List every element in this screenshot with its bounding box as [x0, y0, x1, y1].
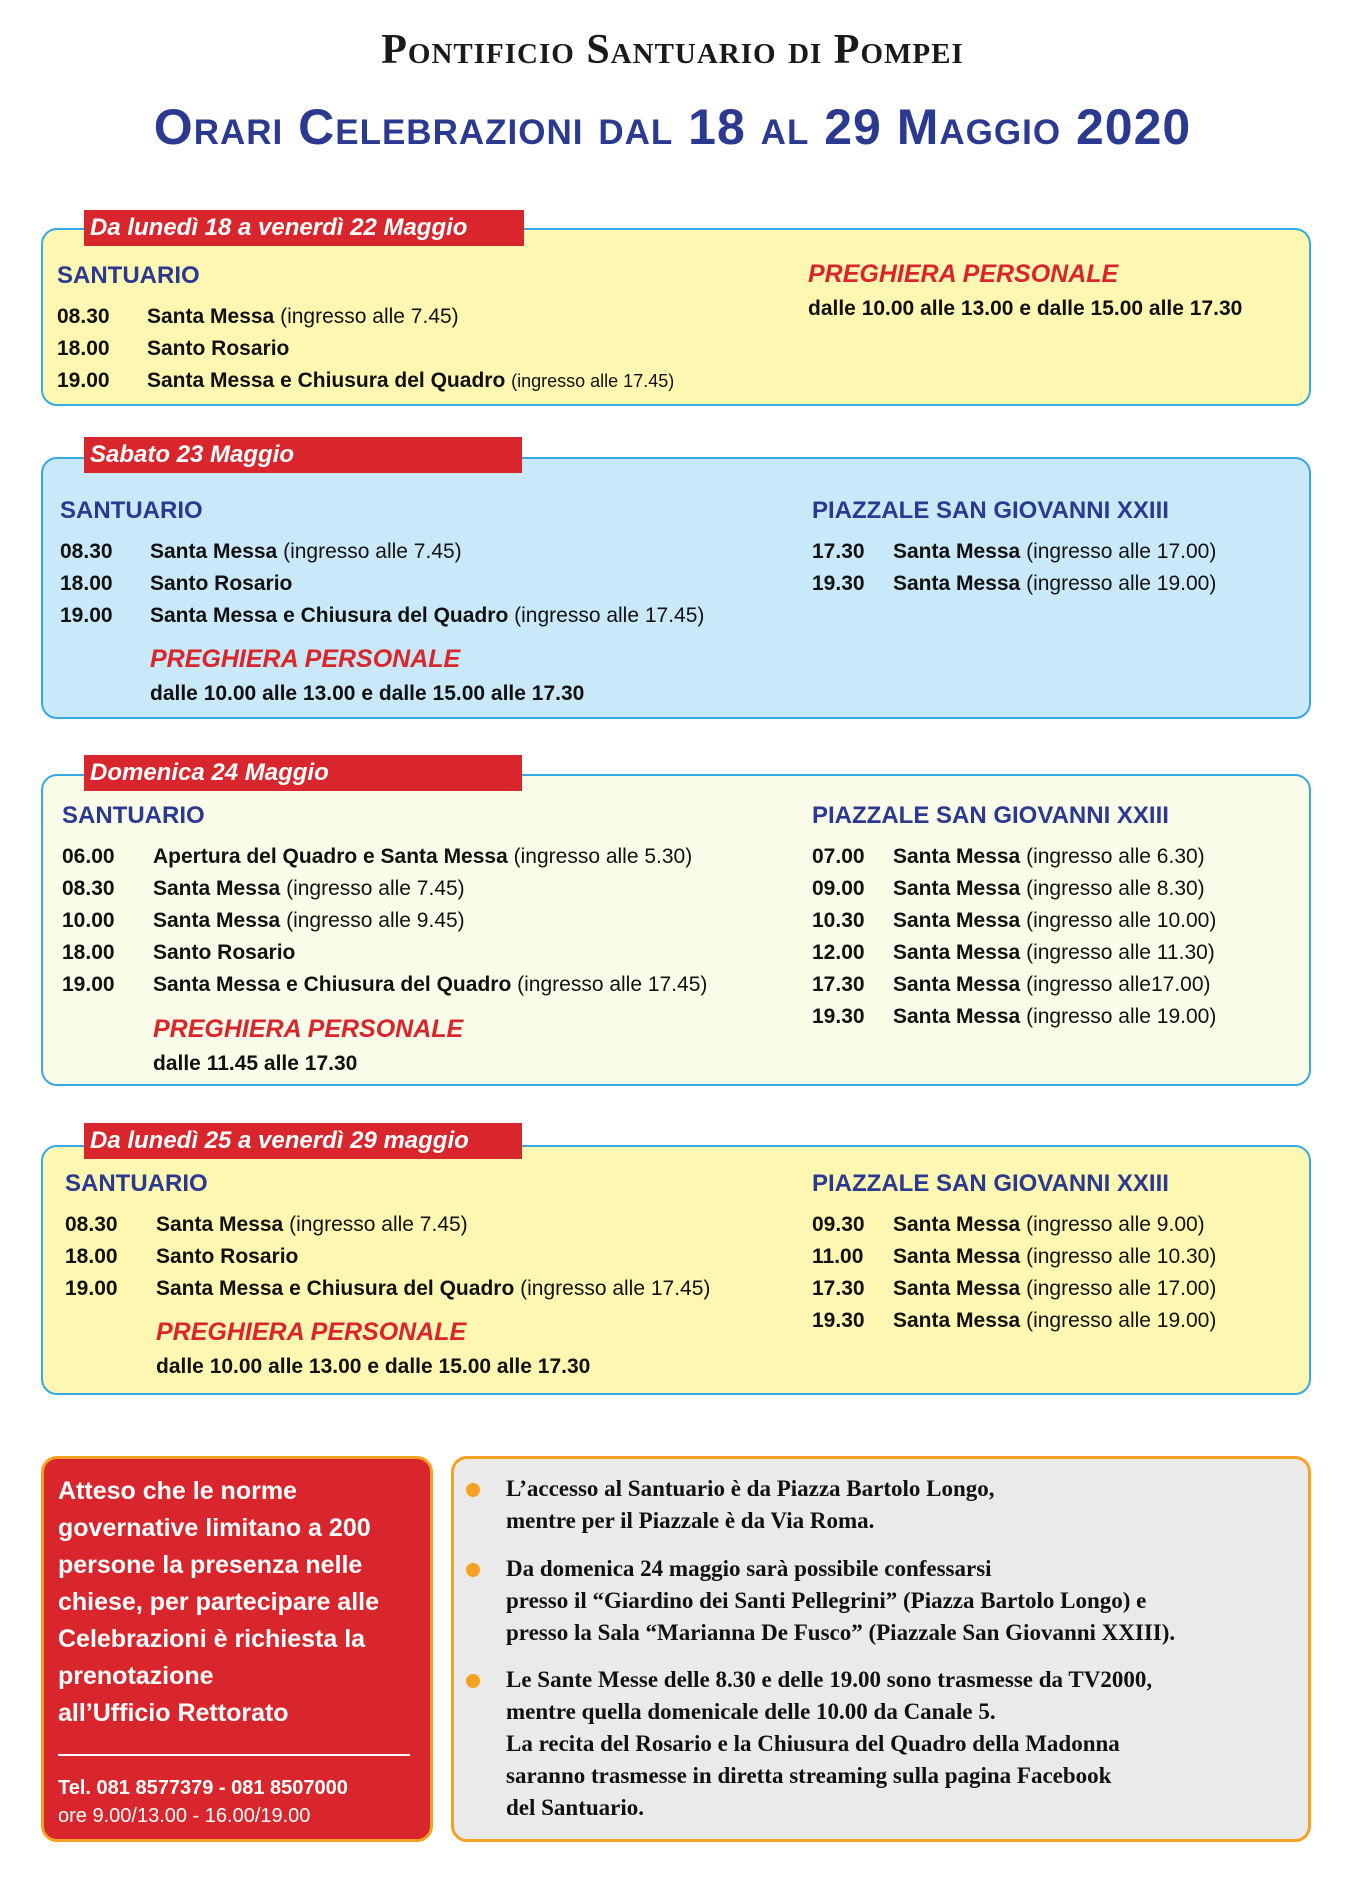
bullet-icon: [466, 1563, 480, 1577]
section-1-prayer-text: dalle 10.00 alle 13.00 e dalle 15.00 alle 17.30: [808, 297, 1243, 320]
section-2-prayer-title: PREGHIERA PERSONALE: [150, 645, 461, 673]
notice-text: Atteso che le norme governative limitano a 200 persone la presenza nelle chiese, per partecipare alle Celebrazioni è richiesta la prenotazione all’Ufficio Rettorato: [58, 1477, 380, 1727]
schedule-row: 17.30 Santa Messa (ingresso alle17.00): [812, 973, 1211, 996]
section-3-prayer-text: dalle 11.45 alle 17.30: [153, 1052, 358, 1075]
schedule-row: 19.30 Santa Messa (ingresso alle 19.00): [812, 1005, 1217, 1028]
schedule-row: 07.00 Santa Messa (ingresso alle 6.30): [812, 845, 1205, 868]
schedule-row: 06.00 Apertura del Quadro e Santa Messa (ingresso alle 5.30): [62, 845, 693, 868]
section-2-piazzale-title: PIAZZALE SAN GIOVANNI XXIII: [812, 497, 1169, 524]
schedule-row: 11.00 Santa Messa (ingresso alle 10.30): [812, 1245, 1217, 1268]
section-3-tag: Domenica 24 Maggio: [84, 755, 522, 791]
schedule-row: 19.30 Santa Messa (ingresso alle 19.00): [812, 1309, 1217, 1332]
schedule-row: 17.30 Santa Messa (ingresso alle 17.00): [812, 540, 1217, 563]
schedule-row: 08.30 Santa Messa (ingresso alle 7.45): [60, 540, 462, 563]
schedule-row: 08.30 Santa Messa (ingresso alle 7.45): [57, 305, 459, 328]
section-3-prayer-title: PREGHIERA PERSONALE: [153, 1015, 464, 1043]
office-hours: ore 9.00/13.00 - 16.00/19.00: [58, 1805, 311, 1827]
page-subtitle: Orari Celebrazioni dal 18 al 29 Maggio 2020: [153, 99, 1192, 155]
schedule-row: 10.30 Santa Messa (ingresso alle 10.00): [812, 909, 1217, 932]
section-4-tag: Da lunedì 25 a venerdì 29 maggio: [84, 1123, 522, 1159]
schedule-row: 19.00 Santa Messa e Chiusura del Quadro (ingresso alle 17.45): [57, 369, 675, 392]
schedule-row: 19.30 Santa Messa (ingresso alle 19.00): [812, 572, 1217, 595]
schedule-row: 12.00 Santa Messa (ingresso alle 11.30): [812, 941, 1215, 964]
section-1-prayer-title: PREGHIERA PERSONALE: [808, 260, 1119, 288]
page-title: Pontificio Santuario di Pompei: [381, 27, 964, 73]
section-1-tag: Da lunedì 18 a venerdì 22 Maggio: [84, 210, 524, 246]
schedule-row: 18.00 Santo Rosario: [57, 337, 290, 360]
schedule-row: 18.00 Santo Rosario: [62, 941, 296, 964]
section-4-prayer-title: PREGHIERA PERSONALE: [156, 1318, 467, 1346]
section-2-tag: Sabato 23 Maggio: [84, 437, 522, 473]
schedule-row: 18.00 Santo Rosario: [65, 1245, 299, 1268]
schedule-row: 19.00 Santa Messa e Chiusura del Quadro (ingresso alle 17.45): [60, 604, 705, 627]
bullet-icon: [466, 1674, 480, 1688]
schedule-row: 10.00 Santa Messa (ingresso alle 9.45): [62, 909, 465, 932]
section-2-santuario-title: SANTUARIO: [60, 497, 203, 524]
schedule-row: 19.00 Santa Messa e Chiusura del Quadro (ingresso alle 17.45): [62, 973, 708, 996]
section-4-prayer-text: dalle 10.00 alle 13.00 e dalle 15.00 alle 17.30: [156, 1355, 591, 1378]
schedule-row: 09.00 Santa Messa (ingresso alle 8.30): [812, 877, 1205, 900]
info-broadcast: Le Sante Messe delle 8.30 e delle 19.00 sono trasmesse da TV2000, mentre quella domenicale delle 10.00 da Canale 5. La recita del Rosario e la Chiusura del Quadro della Madonna saranno trasmesse in diretta streaming sulla pagina Facebook del Santuario.: [506, 1667, 1153, 1820]
schedule-row: 17.30 Santa Messa (ingresso alle 17.00): [812, 1277, 1217, 1300]
bullet-icon: [466, 1483, 480, 1497]
info-box: [451, 1456, 1311, 1842]
schedule-row: 09.30 Santa Messa (ingresso alle 9.00): [812, 1213, 1205, 1236]
schedule-row: 19.00 Santa Messa e Chiusura del Quadro (ingresso alle 17.45): [65, 1277, 711, 1300]
divider: [58, 1754, 410, 1756]
info-confession: Da domenica 24 maggio sarà possibile confessarsi presso il “Giardino dei Santi Pellegrini” (Piazza Bartolo Longo) e presso la Sala “Marianna De Fusco” (Piazzale San Giovanni XXIII).: [506, 1556, 1176, 1645]
schedule-row: 08.30 Santa Messa (ingresso alle 7.45): [65, 1213, 468, 1236]
section-1-santuario-title: SANTUARIO: [57, 262, 200, 289]
info-access: L’accesso al Santuario è da Piazza Bartolo Longo, mentre per il Piazzale è da Via Roma.: [506, 1476, 995, 1533]
section-4-santuario-title: SANTUARIO: [65, 1170, 208, 1197]
reservation-notice: [41, 1456, 433, 1842]
section-3-piazzale-title: PIAZZALE SAN GIOVANNI XXIII: [812, 802, 1169, 829]
section-4-piazzale-title: PIAZZALE SAN GIOVANNI XXIII: [812, 1170, 1169, 1197]
schedule-row: 08.30 Santa Messa (ingresso alle 7.45): [62, 877, 465, 900]
section-3-santuario-title: SANTUARIO: [62, 802, 205, 829]
section-2-prayer-text: dalle 10.00 alle 13.00 e dalle 15.00 alle 17.30: [150, 682, 585, 705]
phone-numbers: Tel. 081 8577379 - 081 8507000: [58, 1777, 348, 1799]
schedule-row: 18.00 Santo Rosario: [60, 572, 293, 595]
